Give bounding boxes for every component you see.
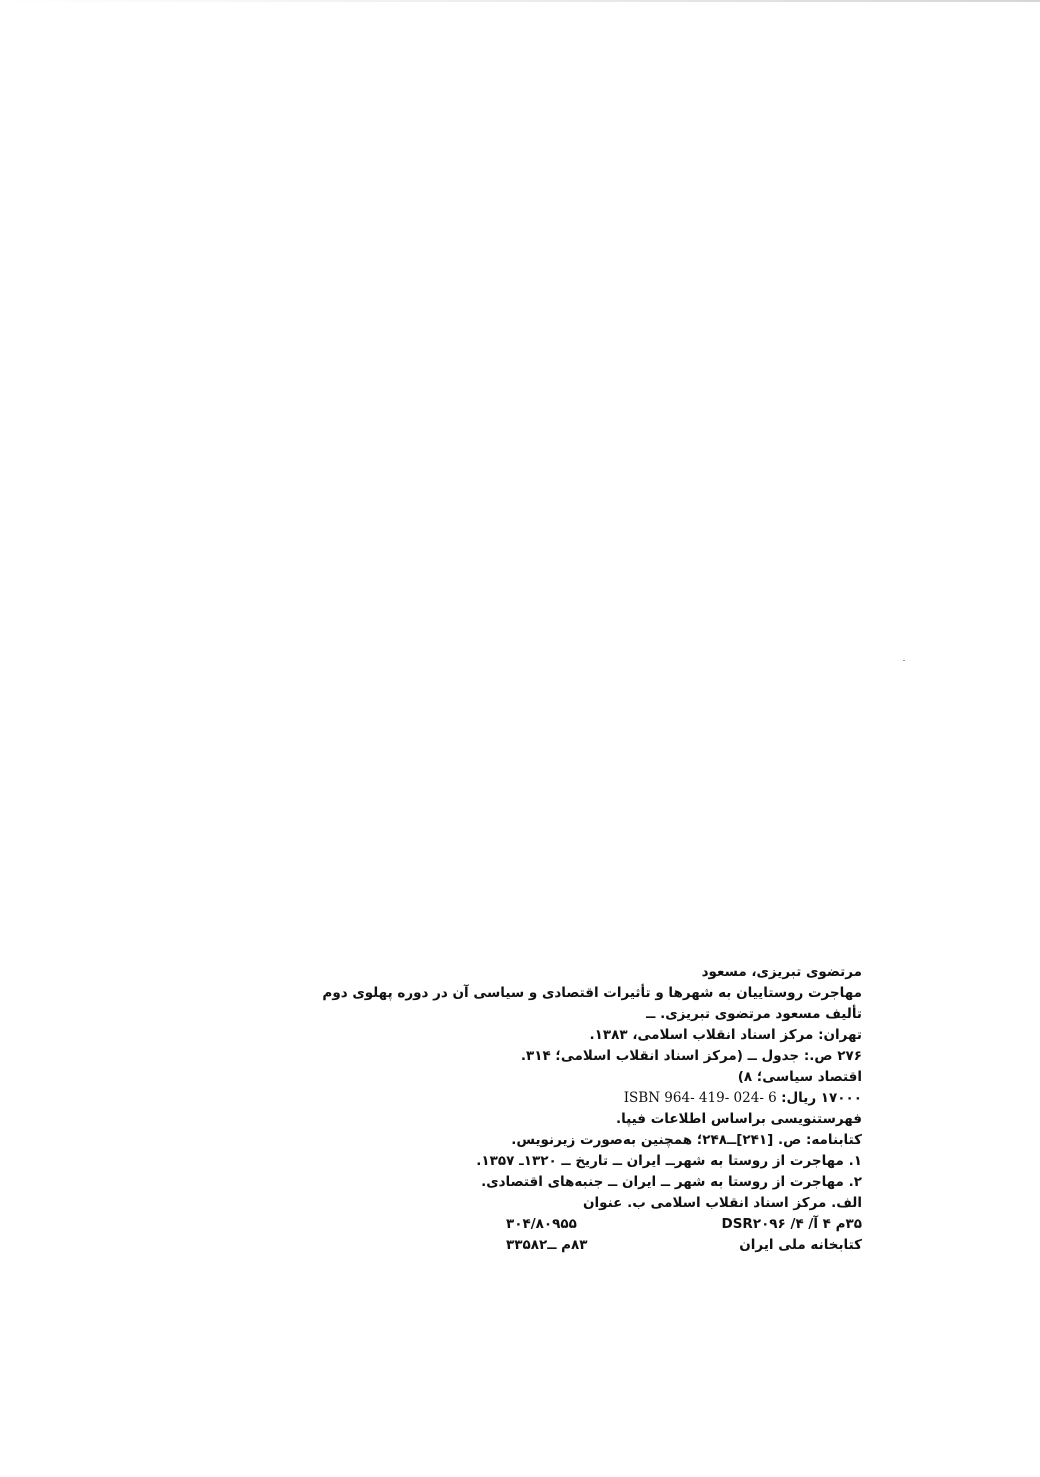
author-line: مرتضوی تبریزی، مسعود bbox=[701, 964, 862, 980]
title-line: مهاجرت روستاییان به شهرها و تأثیرات اقتصادی و سیاسی آن در دوره پهلوی دوم bbox=[322, 985, 862, 1001]
lc-call-number: ۳۵م ۴ آ/ ۴/ DSR۲۰۹۶ bbox=[721, 1216, 862, 1232]
physical-description: ۲۷۶ ص.: جدول ــ (مرکز اسناد انقلاب اسلامی؛ ۳۱۴. bbox=[520, 1048, 862, 1064]
scan-speck bbox=[903, 660, 905, 661]
statement-of-responsibility: تألیف مسعود مرتضوی تبریزی. ــ bbox=[646, 1006, 862, 1022]
national-bibliography-number: ۸۳م ــ۳۳۵۸۲ bbox=[506, 1237, 588, 1253]
dewey-number: ۳۰۴/۸۰۹۵۵ bbox=[506, 1216, 577, 1232]
cataloging-note: فهرستنویسی براساس اطلاعات فیپا. bbox=[615, 1111, 862, 1127]
price-isbn-line bbox=[342, 1088, 862, 1109]
bibliography-note: کتابنامه: ص. [۲۴۱]ــ۲۴۸؛ همچنین به‌صورت زیرنویس. bbox=[511, 1132, 862, 1148]
classification-row bbox=[506, 1214, 862, 1235]
page-top-edge bbox=[0, 0, 1040, 2]
library-row bbox=[506, 1235, 862, 1256]
publication-line: تهران: مرکز اسناد انقلاب اسلامی، ۱۳۸۳. bbox=[589, 1027, 862, 1043]
subject-heading-2: ۲. مهاجرت از روستا به شهر ــ ایران ــ جنبه‌های اقتصادی. bbox=[481, 1174, 862, 1190]
price: ۱۷۰۰۰ ریال: bbox=[781, 1090, 862, 1106]
series-line: اقتصاد سیاسی؛ ۸) bbox=[737, 1069, 862, 1085]
cip-catalog-record bbox=[322, 962, 862, 1256]
library-name: کتابخانه ملی ایران bbox=[739, 1237, 862, 1253]
isbn: ISBN 964- 419- 024- 6 bbox=[623, 1090, 777, 1106]
added-entries: الف. مرکز اسناد انقلاب اسلامی ب. عنوان bbox=[583, 1195, 862, 1211]
subject-heading-1: ۱. مهاجرت از روستا به شهرــ ایران ــ تاریخ ــ ۱۳۲۰ـ ۱۳۵۷. bbox=[476, 1153, 862, 1169]
